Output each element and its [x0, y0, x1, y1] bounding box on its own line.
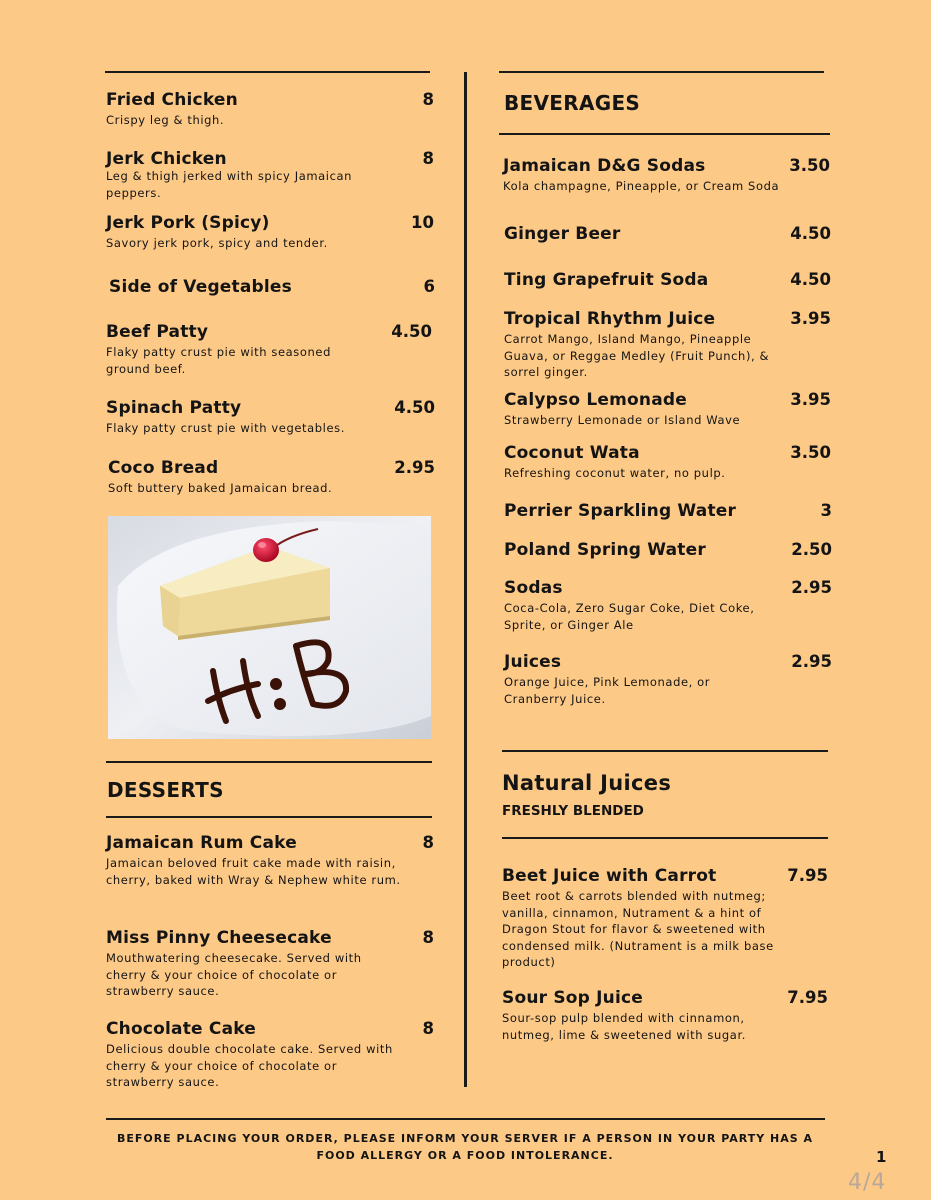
- item-name: Juices: [504, 652, 562, 672]
- item-name: Coconut Wata: [504, 443, 640, 463]
- item-name: Fried Chicken: [106, 90, 238, 110]
- desserts-top-rule: [106, 761, 432, 763]
- item-description: Sour-sop pulp blended with cinnamon, nutmeg, lime & sweetened with sugar.: [502, 1011, 746, 1042]
- beverage-item: [504, 309, 831, 381]
- item-name: Sour Sop Juice: [502, 988, 643, 1008]
- allergy-notice: BEFORE PLACING YOUR ORDER, PLEASE INFORM YOUR SERVER IF A PERSON IN YOUR PARTY HAS A FOOD ALLERGY OR A FOOD INTOLERANCE.: [116, 1132, 814, 1162]
- desserts-bottom-rule: [106, 816, 432, 818]
- item-description: Kola champagne, Pineapple, or Cream Soda: [503, 179, 780, 193]
- dessert-item: [106, 833, 434, 888]
- beverage-item: [504, 501, 832, 521]
- juice-item: [502, 988, 828, 1043]
- item-description: Delicious double chocolate cake. Served with cherry & your choice of chocolate or strawberry sauce.: [106, 1042, 393, 1089]
- natural-juices-bottom-rule: [502, 837, 828, 839]
- item-name: Chocolate Cake: [106, 1019, 257, 1039]
- menu-item: [106, 398, 435, 437]
- item-price: 8: [422, 928, 434, 947]
- beverages-heading: BEVERAGES: [504, 91, 641, 115]
- item-description: Carrot Mango, Island Mango, Pineapple Guava, or Reggae Medley (Fruit Punch), & sorrel ginger.: [504, 332, 770, 379]
- item-price: 6: [423, 277, 435, 296]
- item-name: Jamaican Rum Cake: [106, 833, 297, 853]
- dessert-item: [106, 1019, 434, 1091]
- item-description: Leg & thigh jerked with spicy Jamaican peppers.: [106, 169, 353, 200]
- item-description: Beet root & carrots blended with nutmeg; vanilla, cinnamon, Nutrament & a hint of Dragon Stout for flavor & sweetened with condensed milk. (Nutrament is a milk base product): [502, 889, 774, 969]
- item-price: 8: [422, 1019, 434, 1038]
- beverage-item: [504, 578, 832, 633]
- menu-item: [106, 213, 434, 252]
- item-description: Strawberry Lemonade or Island Wave: [504, 413, 741, 427]
- item-description: Crispy leg & thigh.: [106, 113, 225, 127]
- top-rule-left: [105, 71, 430, 73]
- beverage-item: [504, 540, 832, 560]
- item-price: 3: [820, 501, 832, 520]
- item-price: 4.50: [394, 398, 435, 417]
- item-name: Beet Juice with Carrot: [502, 866, 717, 886]
- menu-item: [108, 458, 435, 497]
- natural-juices-subtitle: FRESHLY BLENDED: [502, 803, 644, 819]
- beverage-item: [503, 156, 830, 195]
- item-price: 10: [411, 213, 434, 232]
- dessert-item: [106, 928, 434, 1000]
- column-divider: [464, 72, 467, 1087]
- beverage-item: [504, 443, 831, 482]
- beverage-item: [504, 652, 832, 707]
- item-name: Side of Vegetables: [109, 277, 292, 297]
- natural-juices-top-rule: [502, 750, 828, 752]
- item-name: Jerk Pork (Spicy): [106, 213, 270, 233]
- item-name: Jamaican D&G Sodas: [503, 156, 706, 176]
- item-price: 3.95: [790, 309, 831, 328]
- item-name: Coco Bread: [108, 458, 219, 478]
- cheesecake-image: [108, 516, 431, 739]
- item-name: Beef Patty: [106, 322, 209, 342]
- item-description: Orange Juice, Pink Lemonade, or Cranberry Juice.: [504, 675, 711, 706]
- item-name: Sodas: [504, 578, 563, 598]
- menu-item: [106, 90, 434, 129]
- item-price: 4.50: [790, 270, 831, 289]
- item-price: 8: [422, 149, 434, 168]
- top-rule-right: [499, 71, 824, 73]
- item-name: Ting Grapefruit Soda: [504, 270, 709, 290]
- item-description: Jamaican beloved fruit cake made with raisin, cherry, baked with Wray & Nephew white rum.: [106, 856, 401, 887]
- item-name: Spinach Patty: [106, 398, 242, 418]
- item-price: 2.50: [791, 540, 832, 559]
- item-description: Coca-Cola, Zero Sugar Coke, Diet Coke, Sprite, or Ginger Ale: [504, 601, 755, 632]
- menu-item: [106, 149, 434, 201]
- desserts-heading: DESSERTS: [107, 778, 224, 802]
- beverage-item: [504, 224, 831, 244]
- item-description: Flaky patty crust pie with seasoned ground beef.: [106, 345, 331, 376]
- item-price: 3.50: [790, 443, 831, 462]
- item-price: 8: [422, 90, 434, 109]
- page-counter: 4/4: [848, 1170, 887, 1195]
- juice-item: [502, 866, 828, 971]
- item-name: Ginger Beer: [504, 224, 621, 244]
- natural-juices-heading: Natural Juices: [502, 771, 672, 795]
- item-name: Tropical Rhythm Juice: [504, 309, 716, 329]
- item-description: Mouthwatering cheesecake. Served with cherry & your choice of chocolate or strawberry sauce.: [106, 951, 362, 998]
- beverage-item: [504, 390, 831, 429]
- item-name: Calypso Lemonade: [504, 390, 687, 410]
- item-price: 2.95: [394, 458, 435, 477]
- item-name: Perrier Sparkling Water: [504, 501, 737, 521]
- item-price: 3.50: [789, 156, 830, 175]
- item-name: Poland Spring Water: [504, 540, 706, 560]
- item-price: 7.95: [787, 866, 828, 885]
- item-price: 3.95: [790, 390, 831, 409]
- item-price: 4.50: [391, 322, 432, 341]
- page-number: 1: [876, 1148, 887, 1166]
- item-name: Miss Pinny Cheesecake: [106, 928, 332, 948]
- menu-item: [106, 322, 432, 377]
- item-price: 8: [422, 833, 434, 852]
- item-price: 2.95: [791, 652, 832, 671]
- item-name: Jerk Chicken: [106, 149, 227, 169]
- cheesecake-photo: [108, 516, 431, 739]
- beverage-item: [504, 270, 831, 290]
- item-description: Savory jerk pork, spicy and tender.: [106, 236, 328, 250]
- item-price: 2.95: [791, 578, 832, 597]
- item-description: Refreshing coconut water, no pulp.: [504, 466, 726, 480]
- item-price: 7.95: [787, 988, 828, 1007]
- item-description: Soft buttery baked Jamaican bread.: [108, 481, 333, 495]
- beverages-rule: [499, 133, 830, 135]
- footer-rule: [106, 1118, 825, 1120]
- item-description: Flaky patty crust pie with vegetables.: [106, 421, 345, 435]
- menu-item: [109, 277, 435, 297]
- item-price: 4.50: [790, 224, 831, 243]
